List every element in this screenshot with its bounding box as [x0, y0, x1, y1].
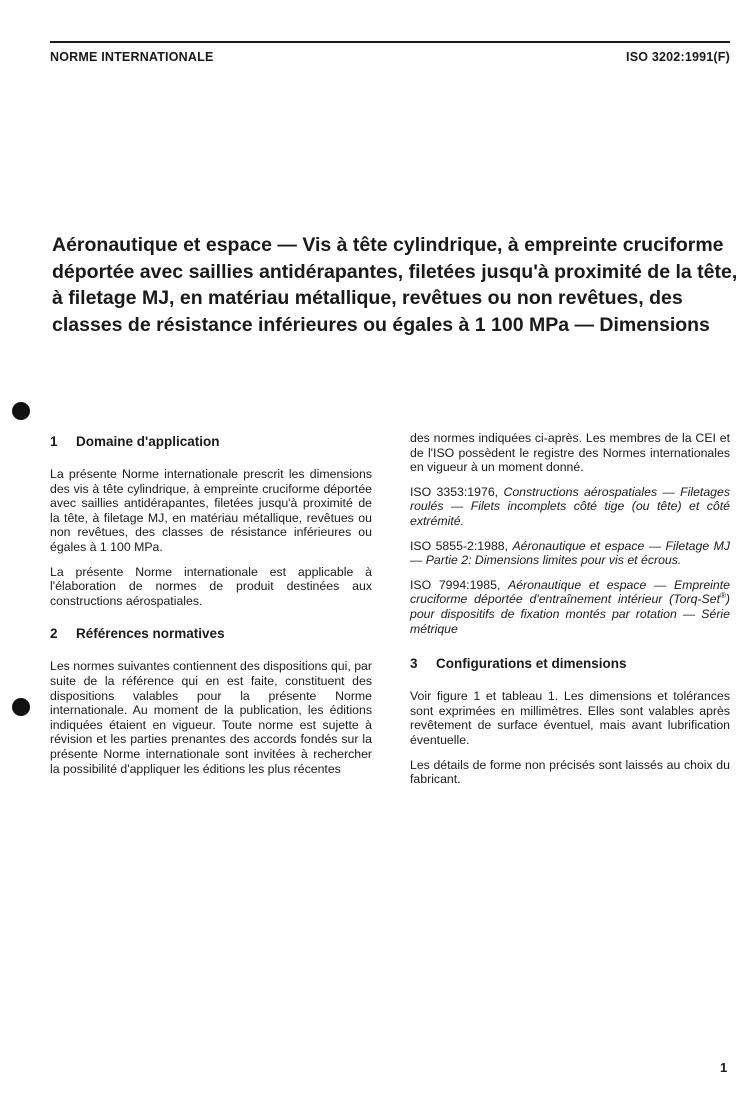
- section-2-paragraph-1: Les normes suivantes contiennent des dispositions qui, par suite de la référence qui en est faite, constituent des dispositions valables pour la présente Norme internationale. Au moment de la publication, les éditions indiquées étaient en vigueur. Toute norme est sujette à révision et les parties prenantes des accords fondés sur la présente Norme internationale sont invitées à rechercher la possibilité d'appliquer les éditions les plus récentes: [50, 659, 372, 776]
- section-2-title: Références normatives: [76, 626, 225, 642]
- reference-iso-5855-2: [410, 539, 730, 568]
- right-column: [410, 431, 730, 797]
- section-3-heading: [410, 656, 730, 672]
- registered-mark: ®: [719, 591, 726, 601]
- reference-code: ISO 3353:1976,: [410, 484, 499, 499]
- section-1-number: 1: [50, 434, 58, 449]
- reference-title: Constructions aérospatiales — Filetages roulés — Filets incomplets côté tige (ou tête) et côté extrémité.: [410, 484, 730, 528]
- left-column: [50, 434, 372, 786]
- reference-code: ISO 5855-2:1988,: [410, 538, 509, 553]
- reference-title-part-b: ) pour dispositifs de fixation montés par rotation — Série métrique: [410, 592, 730, 636]
- margin-bullet-bottom: [12, 698, 30, 716]
- reference-code: ISO 7994:1985,: [410, 577, 501, 592]
- page-number: 1: [720, 1060, 728, 1075]
- section-3-number: 3: [410, 656, 418, 672]
- reference-iso-3353: [410, 485, 730, 529]
- section-1-paragraph-1: La présente Norme internationale prescrit les dimensions des vis à tête cylindrique, à empreinte cruciforme déportée avec saillies antidérapantes, filetées jusqu'à proximité de la tête, à filetage MJ, en matériau métallique, revêtues ou non revêtues, des classes de résistance inférieures ou égales à 1 100 MPa.: [50, 467, 372, 554]
- section-2-paragraph-1-continued: des normes indiquées ci-après. Les membres de la CEI et de l'ISO possèdent le registre des Normes internationales en vigueur à un moment donné.: [410, 431, 730, 475]
- section-3-title: Configurations et dimensions: [436, 656, 627, 672]
- header-standard-type: NORME INTERNATIONALE: [50, 50, 214, 64]
- page-header: [50, 50, 730, 64]
- section-2-number: 2: [50, 626, 58, 642]
- section-1-title: Domaine d'application: [76, 434, 220, 449]
- header-rule: [50, 41, 730, 43]
- section-1-paragraph-2: La présente Norme internationale est applicable à l'élaboration de normes de produit destinées aux constructions aérospatiales.: [50, 564, 372, 608]
- reference-iso-7994: [410, 578, 730, 636]
- section-3-paragraph-1: Voir figure 1 et tableau 1. Les dimensions et tolérances sont exprimées en millimètres. Elles sont valables après revêtement de surface éventuel, mais avant lubrification éventuelle.: [410, 689, 730, 747]
- document-title: Aéronautique et espace — Vis à tête cylindrique, à empreinte cruciforme déportée avec saillies antidérapantes, filetées jusqu'à proximité de la tête, à filetage MJ, en matériau métallique, revêtues ou non revêtues, des classes de résistance inférieures ou égales à 1 100 MPa — Dimensions: [52, 234, 738, 336]
- section-1-heading: [50, 434, 372, 450]
- margin-bullet-top: [12, 402, 30, 420]
- section-2-heading: [50, 626, 372, 642]
- reference-title-part-a: Aéronautique et espace — Empreinte cruciforme déportée d'entraînement intérieur (Torq-Set: [410, 577, 730, 607]
- header-document-number: ISO 3202:1991(F): [626, 50, 730, 64]
- section-3-paragraph-2: Les détails de forme non précisés sont laissés au choix du fabricant.: [410, 757, 730, 787]
- reference-title: Aéronautique et espace — Filetage MJ — Partie 2: Dimensions limites pour vis et écrous.: [410, 538, 730, 568]
